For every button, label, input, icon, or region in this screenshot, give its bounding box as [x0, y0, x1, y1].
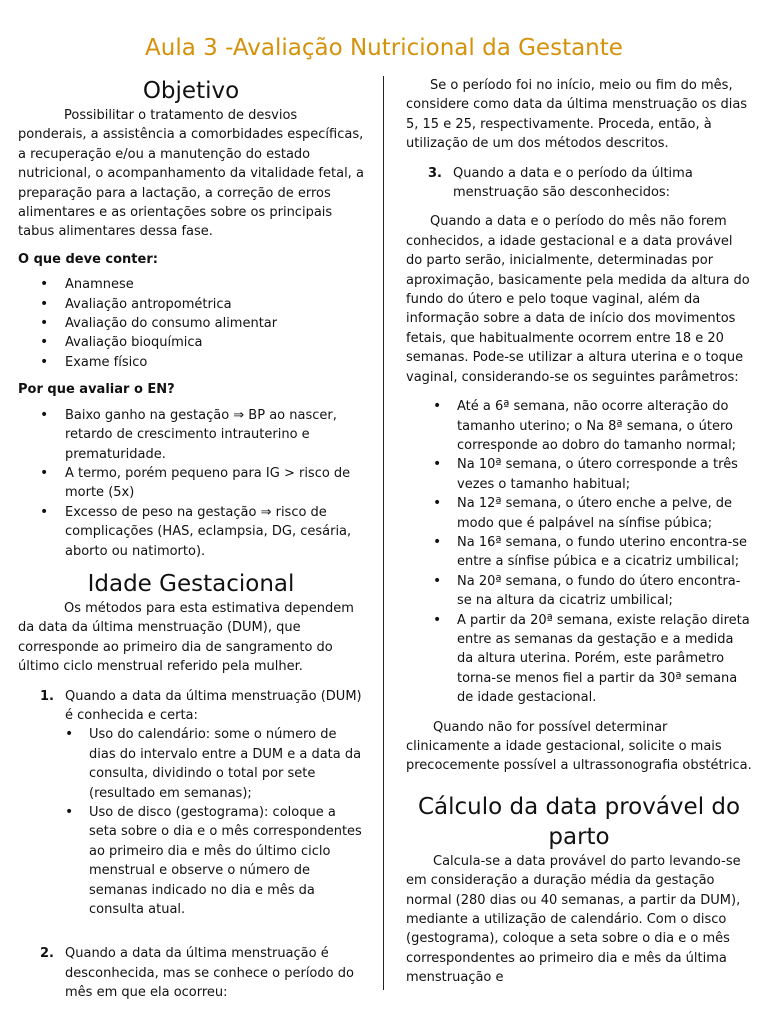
item-number: 1. — [40, 688, 54, 704]
sub-list — [65, 725, 364, 919]
list-item: • Uso do calendário: some o número de dias do intervalo entre a DUM e a data da consulta, dividindo o total por sete (resultado em semanas); — [65, 725, 364, 803]
idade-gestacional-paragraph: Os métodos para esta estimativa dependem da data da última menstruação (DUM), que corresponde ao primeiro dia de sangramento do último ciclo menstrual referido pela mulher. — [18, 600, 354, 675]
list-item: • Na 12ª semana, o útero enche a pelve, de modo que é palpável na sínfise púbica; — [433, 494, 752, 533]
list-item: • Avaliação antropométrica — [18, 295, 364, 314]
list-item: • Uso de disco (gestograma): coloque a seta sobre o dia e o mês correspondentes ao primeiro dia e mês do último ciclo menstrual e observe o número de semanas indicado no dia e mês da consulta atual. — [65, 803, 364, 919]
left-column — [18, 76, 364, 1003]
metodos-list-cont — [406, 164, 752, 203]
list-item: • Excesso de peso na gestação ⇒ risco de complicações (HAS, eclampsia, DG, cesária, aborto ou natimorto). — [18, 503, 364, 561]
item-text: Quando a data da última menstruação é desconhecida, mas se conhece o período do mês em que ela ocorreu: — [65, 946, 354, 1001]
desconhecidos-paragraph: Quando a data e o período do mês não forem conhecidos, a idade gestacional e a data provável do parto serão, inicialmente, determinadas por aproximação, basicamente pela medida da altura do fundo do útero e pelo toque vaginal, além da informação sobre a data de início dos movimentos fetais, que habitualmente ocorrem entre 18 e 20 semanas. Pode-se utilizar a altura uterina e o toque vaginal, considerando-se os seguintes parâmetros: — [406, 214, 750, 385]
column-divider — [383, 76, 384, 990]
page-title: Aula 3 -Avaliação Nutricional da Gestante — [145, 35, 623, 61]
clinico-paragraph: Quando não for possível determinar clinicamente a idade gestacional, solicite o mais precocemente possível a ultrassonografia obstétrica. — [406, 719, 752, 774]
item-number: 3. — [428, 165, 442, 181]
calculo-heading: Cálculo da data provável do parto — [417, 793, 741, 850]
list-item: • Na 16ª semana, o fundo uterino encontra-se entre a sínfise púbica e a cicatriz umbilical; — [433, 533, 752, 572]
list-item: • Anamnese — [18, 275, 364, 294]
list-item — [18, 944, 364, 1002]
periodo-paragraph: Se o período foi no início, meio ou fim do mês, considere como data da última menstruação os dias 5, 15 e 25, respectivamente. Proceda, então, à utilização de um dos métodos descritos. — [406, 78, 748, 152]
list-item: • A termo, porém pequeno para IG > risco de morte (5x) — [18, 464, 364, 503]
deve-conter-list — [18, 275, 364, 372]
list-item: • A partir da 20ª semana, existe relação direta entre as semanas da gestação e a medida da altura uterina. Porém, este parâmetro torna-se menos fiel a partir da 30ª semana de idade gestacional. — [433, 611, 752, 708]
idade-gestacional-heading: Idade Gestacional — [87, 570, 295, 597]
metodos-list — [18, 687, 364, 1003]
item-text: Quando a data da última menstruação (DUM) é conhecida e certa: — [65, 688, 362, 723]
list-item: • Exame físico — [18, 353, 364, 372]
objetivo-heading: Objetivo — [142, 78, 240, 104]
list-item: • Avaliação do consumo alimentar — [18, 314, 364, 333]
list-item — [18, 687, 364, 920]
calculo-paragraph: Calcula-se a data provável do parto levando-se em consideração a duração média da gestação normal (280 dias ou 40 semanas, a partir da DUM), mediante a utilização de calendário. Com o disco (gestograma), coloque a seta sobre o dia e o mês correspondentes ao primeiro dia e mês da última menstruação e — [406, 853, 741, 986]
list-item: • Na 10ª semana, o útero corresponde a três vezes o tamanho habitual; — [433, 455, 752, 494]
deve-conter-label: O que deve conter: — [18, 251, 158, 267]
right-column — [406, 76, 752, 988]
list-item — [406, 164, 752, 203]
por-que-label: Por que avaliar o EN? — [18, 382, 175, 398]
list-item: • Até a 6ª semana, não ocorre alteração do tamanho uterino; o Na 8ª semana, o útero corresponde ao dobro do tamanho normal; — [433, 397, 752, 455]
por-que-list — [18, 406, 364, 561]
objetivo-paragraph: Possibilitar o tratamento de desvios ponderais, a assistência a comorbidades específicas, a recuperação e/ou a manutenção do estado nutricional, o acompanhamento da vitalidade fetal, a preparação para a lactação, a correção de erros alimentares e as orientações sobre os principais tabus alimentares dessa fase. — [18, 108, 364, 240]
list-item: • Na 20ª semana, o fundo do útero encontra-se na altura da cicatriz umbilical; — [433, 572, 752, 611]
item-number: 2. — [40, 946, 54, 962]
list-item: • Baixo ganho na gestação ⇒ BP ao nascer, retardo de crescimento intrauterino e prematuridade. — [18, 406, 364, 464]
list-item: • Avaliação bioquímica — [18, 333, 364, 352]
parametros-list — [406, 397, 752, 708]
item-text: Quando a data e o período da última menstruação são desconhecidos: — [453, 165, 693, 201]
spacer — [18, 919, 364, 944]
